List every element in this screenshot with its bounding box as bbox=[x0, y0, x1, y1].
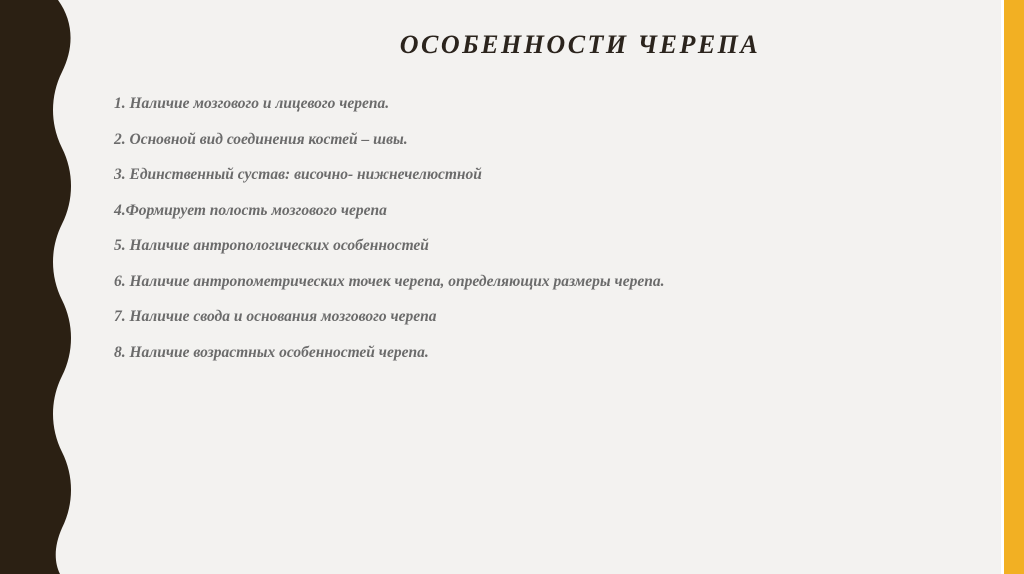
list-item: 8. Наличие возрастных особенностей черепа. bbox=[114, 343, 429, 361]
list-item: 7. Наличие свода и основания мозгового черепа bbox=[114, 308, 437, 325]
left-wave-decoration bbox=[0, 0, 90, 574]
list-item: 6. Наличие антропометрических точек черепа, определяющих размеры черепа. bbox=[114, 272, 665, 290]
right-accent-bar bbox=[1004, 0, 1024, 574]
list-item: 4.Формирует полость мозгового черепа bbox=[114, 201, 387, 219]
list-item: 2. Основной вид соединения костей – швы. bbox=[114, 130, 408, 148]
list-item: 3. Единственный сустав: височно- нижнечелюстной bbox=[114, 166, 482, 183]
feature-list bbox=[114, 93, 664, 377]
list-item: 5. Наличие антропологических особенностей bbox=[114, 237, 429, 254]
wave-band bbox=[0, 0, 71, 574]
slide-title: ОСОБЕННОСТИ ЧЕРЕПА bbox=[399, 30, 761, 59]
list-item: 1. Наличие мозгового и лицевого черепа. bbox=[114, 95, 390, 112]
